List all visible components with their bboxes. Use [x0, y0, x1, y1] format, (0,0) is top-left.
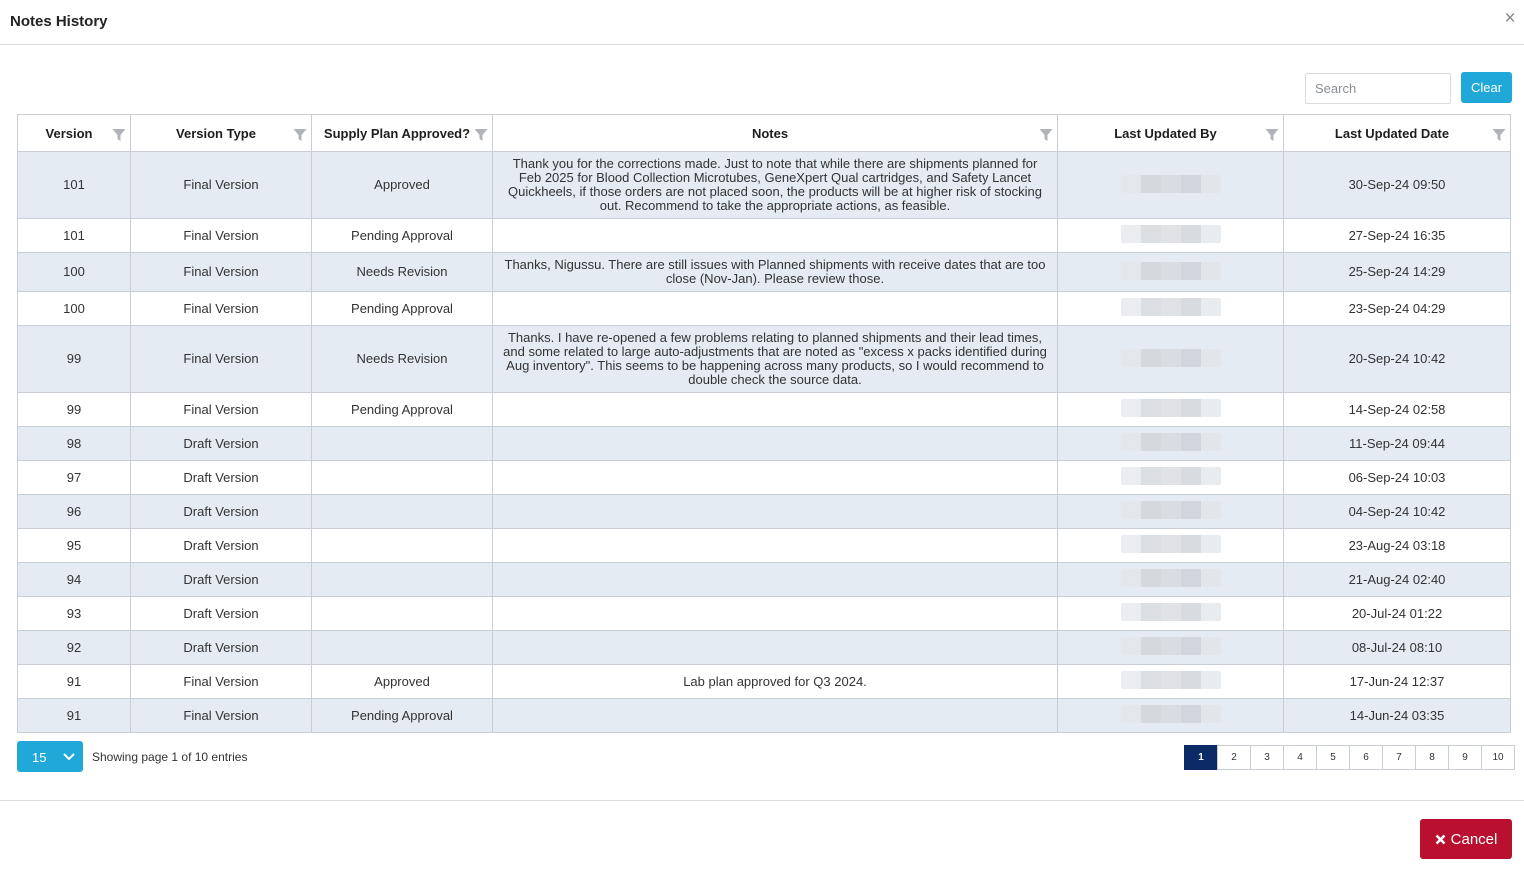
version-cell: 99 — [18, 393, 131, 427]
approval-status-cell: Pending Approval — [312, 699, 493, 733]
version-type-cell: Draft Version — [131, 597, 312, 631]
table-row — [18, 529, 1511, 563]
approval-status-cell — [312, 427, 493, 461]
last-updated-by-cell — [1058, 699, 1284, 733]
table-row — [18, 631, 1511, 665]
approval-status-cell: Pending Approval — [312, 393, 493, 427]
column-header-label: Last Updated By — [1114, 125, 1217, 141]
column-header-label: Version Type — [176, 125, 256, 141]
notes-cell — [493, 529, 1058, 563]
footer-divider — [0, 800, 1524, 801]
version-cell: 101 — [18, 219, 131, 253]
version-cell: 96 — [18, 495, 131, 529]
table-row — [18, 326, 1511, 393]
page-button-1[interactable]: 1 — [1184, 745, 1218, 770]
column-header-last-updated-by[interactable] — [1058, 115, 1284, 152]
last-updated-date-cell: 06-Sep-24 10:03 — [1284, 461, 1511, 495]
page-button-4[interactable]: 4 — [1283, 745, 1317, 770]
table-row — [18, 597, 1511, 631]
approval-status-cell: Approved — [312, 665, 493, 699]
approval-status-cell — [312, 631, 493, 665]
version-type-cell: Final Version — [131, 665, 312, 699]
redacted-user-name — [1121, 569, 1221, 587]
redacted-user-name — [1121, 637, 1221, 655]
notes-cell — [493, 495, 1058, 529]
redacted-user-name — [1121, 175, 1221, 193]
redacted-user-name — [1121, 349, 1221, 367]
notes-cell — [493, 427, 1058, 461]
notes-cell — [493, 461, 1058, 495]
column-header-version-type[interactable] — [131, 115, 312, 152]
version-type-cell: Final Version — [131, 326, 312, 393]
notes-cell — [493, 631, 1058, 665]
notes-cell — [493, 292, 1058, 326]
table-row — [18, 152, 1511, 219]
last-updated-date-cell: 30-Sep-24 09:50 — [1284, 152, 1511, 219]
column-header-last-updated-date[interactable] — [1284, 115, 1511, 152]
version-cell: 100 — [18, 292, 131, 326]
table-row — [18, 393, 1511, 427]
last-updated-date-cell: 23-Aug-24 03:18 — [1284, 529, 1511, 563]
approval-status-cell — [312, 461, 493, 495]
version-cell: 93 — [18, 597, 131, 631]
approval-status-cell — [312, 529, 493, 563]
version-type-cell: Draft Version — [131, 461, 312, 495]
version-cell: 100 — [18, 253, 131, 292]
last-updated-by-cell — [1058, 393, 1284, 427]
redacted-user-name — [1121, 671, 1221, 689]
last-updated-date-cell: 08-Jul-24 08:10 — [1284, 631, 1511, 665]
notes-history-table — [17, 114, 1511, 733]
last-updated-date-cell: 11-Sep-24 09:44 — [1284, 427, 1511, 461]
table-row — [18, 461, 1511, 495]
entries-info: Showing page 1 of 10 entries — [92, 750, 248, 764]
version-type-cell: Final Version — [131, 219, 312, 253]
version-type-cell: Draft Version — [131, 529, 312, 563]
notes-cell: Thanks. I have re-opened a few problems relating to planned shipments and their lead times, and some related to large auto-adjustments that are noted as "excess x packs identified during Aug inventory". This seems to be happening across many products, so I would recommend to double check the source data. — [493, 326, 1058, 393]
column-header-label: Supply Plan Approved? — [323, 125, 471, 141]
table-row — [18, 292, 1511, 326]
notes-cell — [493, 393, 1058, 427]
last-updated-by-cell — [1058, 563, 1284, 597]
version-cell: 95 — [18, 529, 131, 563]
filter-icon[interactable] — [1039, 128, 1053, 142]
close-icon[interactable]: × — [1504, 8, 1516, 29]
redacted-user-name — [1121, 433, 1221, 451]
version-cell: 97 — [18, 461, 131, 495]
redacted-user-name — [1121, 705, 1221, 723]
cancel-button[interactable] — [1420, 819, 1512, 859]
notes-cell — [493, 563, 1058, 597]
version-cell: 91 — [18, 699, 131, 733]
last-updated-date-cell: 14-Jun-24 03:35 — [1284, 699, 1511, 733]
column-header-label: Last Updated Date — [1334, 125, 1450, 141]
column-header-supply-plan-approved[interactable] — [312, 115, 493, 152]
clear-button[interactable]: Clear — [1461, 72, 1512, 103]
last-updated-by-cell — [1058, 529, 1284, 563]
version-type-cell: Final Version — [131, 152, 312, 219]
approval-status-cell: Pending Approval — [312, 219, 493, 253]
column-header-notes[interactable] — [493, 115, 1058, 152]
last-updated-by-cell — [1058, 253, 1284, 292]
last-updated-by-cell — [1058, 326, 1284, 393]
version-cell: 99 — [18, 326, 131, 393]
last-updated-by-cell — [1058, 219, 1284, 253]
cancel-label: Cancel — [1450, 830, 1498, 848]
filter-icon[interactable] — [293, 128, 307, 142]
redacted-user-name — [1121, 399, 1221, 417]
last-updated-date-cell: 17-Jun-24 12:37 — [1284, 665, 1511, 699]
table-row — [18, 563, 1511, 597]
page-button-2[interactable]: 2 — [1217, 745, 1251, 770]
redacted-user-name — [1121, 603, 1221, 621]
redacted-user-name — [1121, 225, 1221, 243]
version-type-cell: Draft Version — [131, 495, 312, 529]
redacted-user-name — [1121, 298, 1221, 316]
table-body — [18, 152, 1511, 733]
last-updated-date-cell: 14-Sep-24 02:58 — [1284, 393, 1511, 427]
table-row — [18, 253, 1511, 292]
last-updated-by-cell — [1058, 631, 1284, 665]
table-row — [18, 219, 1511, 253]
version-type-cell: Final Version — [131, 699, 312, 733]
table-row — [18, 427, 1511, 461]
page-button-10[interactable]: 10 — [1481, 745, 1515, 770]
notes-cell — [493, 699, 1058, 733]
redacted-user-name — [1121, 535, 1221, 553]
last-updated-by-cell — [1058, 292, 1284, 326]
last-updated-by-cell — [1058, 152, 1284, 219]
version-cell: 94 — [18, 563, 131, 597]
page-size-select[interactable] — [17, 741, 83, 772]
page-size-value: 15 — [32, 750, 47, 765]
column-header-label: Version — [45, 125, 93, 141]
last-updated-date-cell: 20-Sep-24 10:42 — [1284, 326, 1511, 393]
version-type-cell: Final Version — [131, 253, 312, 292]
redacted-user-name — [1121, 467, 1221, 485]
last-updated-date-cell: 04-Sep-24 10:42 — [1284, 495, 1511, 529]
table-header-row — [18, 115, 1511, 152]
page-button-8[interactable]: 8 — [1415, 745, 1449, 770]
last-updated-date-cell: 27-Sep-24 16:35 — [1284, 219, 1511, 253]
page-button-6[interactable]: 6 — [1349, 745, 1383, 770]
notes-cell: Lab plan approved for Q3 2024. — [493, 665, 1058, 699]
last-updated-by-cell — [1058, 461, 1284, 495]
last-updated-date-cell: 21-Aug-24 02:40 — [1284, 563, 1511, 597]
close-icon — [1435, 834, 1446, 845]
version-type-cell: Draft Version — [131, 631, 312, 665]
search-input[interactable] — [1305, 73, 1451, 104]
last-updated-by-cell — [1058, 665, 1284, 699]
filter-icon[interactable] — [1492, 128, 1506, 142]
version-type-cell: Final Version — [131, 393, 312, 427]
notes-cell: Thanks, Nigussu. There are still issues with Planned shipments with receive dates that are too close (Nov-Jan). Please review those. — [493, 253, 1058, 292]
approval-status-cell — [312, 495, 493, 529]
version-cell: 92 — [18, 631, 131, 665]
version-cell: 91 — [18, 665, 131, 699]
version-cell: 101 — [18, 152, 131, 219]
filter-icon[interactable] — [1265, 128, 1279, 142]
filter-icon[interactable] — [112, 128, 126, 142]
pagination — [1184, 745, 1515, 770]
modal-title: Notes History — [10, 13, 108, 30]
column-header-label: Notes — [751, 125, 789, 141]
approval-status-cell: Needs Revision — [312, 326, 493, 393]
notes-cell — [493, 597, 1058, 631]
notes-cell — [493, 219, 1058, 253]
table-row — [18, 665, 1511, 699]
last-updated-by-cell — [1058, 427, 1284, 461]
page-button-5[interactable]: 5 — [1316, 745, 1350, 770]
version-type-cell: Draft Version — [131, 563, 312, 597]
approval-status-cell: Approved — [312, 152, 493, 219]
filter-icon[interactable] — [474, 128, 488, 142]
last-updated-by-cell — [1058, 495, 1284, 529]
notes-cell: Thank you for the corrections made. Just to note that while there are shipments planned for Feb 2025 for Blood Collection Microtubes, GeneXpert Qual cartridges, and Safety Lancet Quickheels, if those orders are not placed soon, the products will be at higher risk of stocking out. Recommend to take the appropriate actions, as feasible. — [493, 152, 1058, 219]
approval-status-cell — [312, 597, 493, 631]
chevron-down-icon — [63, 752, 75, 761]
page-button-9[interactable]: 9 — [1448, 745, 1482, 770]
last-updated-by-cell — [1058, 597, 1284, 631]
column-header-version[interactable] — [18, 115, 131, 152]
last-updated-date-cell: 20-Jul-24 01:22 — [1284, 597, 1511, 631]
approval-status-cell — [312, 563, 493, 597]
modal-header — [0, 0, 1524, 45]
page-button-3[interactable]: 3 — [1250, 745, 1284, 770]
table-row — [18, 495, 1511, 529]
version-type-cell: Draft Version — [131, 427, 312, 461]
redacted-user-name — [1121, 262, 1221, 280]
version-type-cell: Final Version — [131, 292, 312, 326]
redacted-user-name — [1121, 501, 1221, 519]
version-cell: 98 — [18, 427, 131, 461]
last-updated-date-cell: 23-Sep-24 04:29 — [1284, 292, 1511, 326]
page-button-7[interactable]: 7 — [1382, 745, 1416, 770]
table-row — [18, 699, 1511, 733]
approval-status-cell: Pending Approval — [312, 292, 493, 326]
approval-status-cell: Needs Revision — [312, 253, 493, 292]
last-updated-date-cell: 25-Sep-24 14:29 — [1284, 253, 1511, 292]
